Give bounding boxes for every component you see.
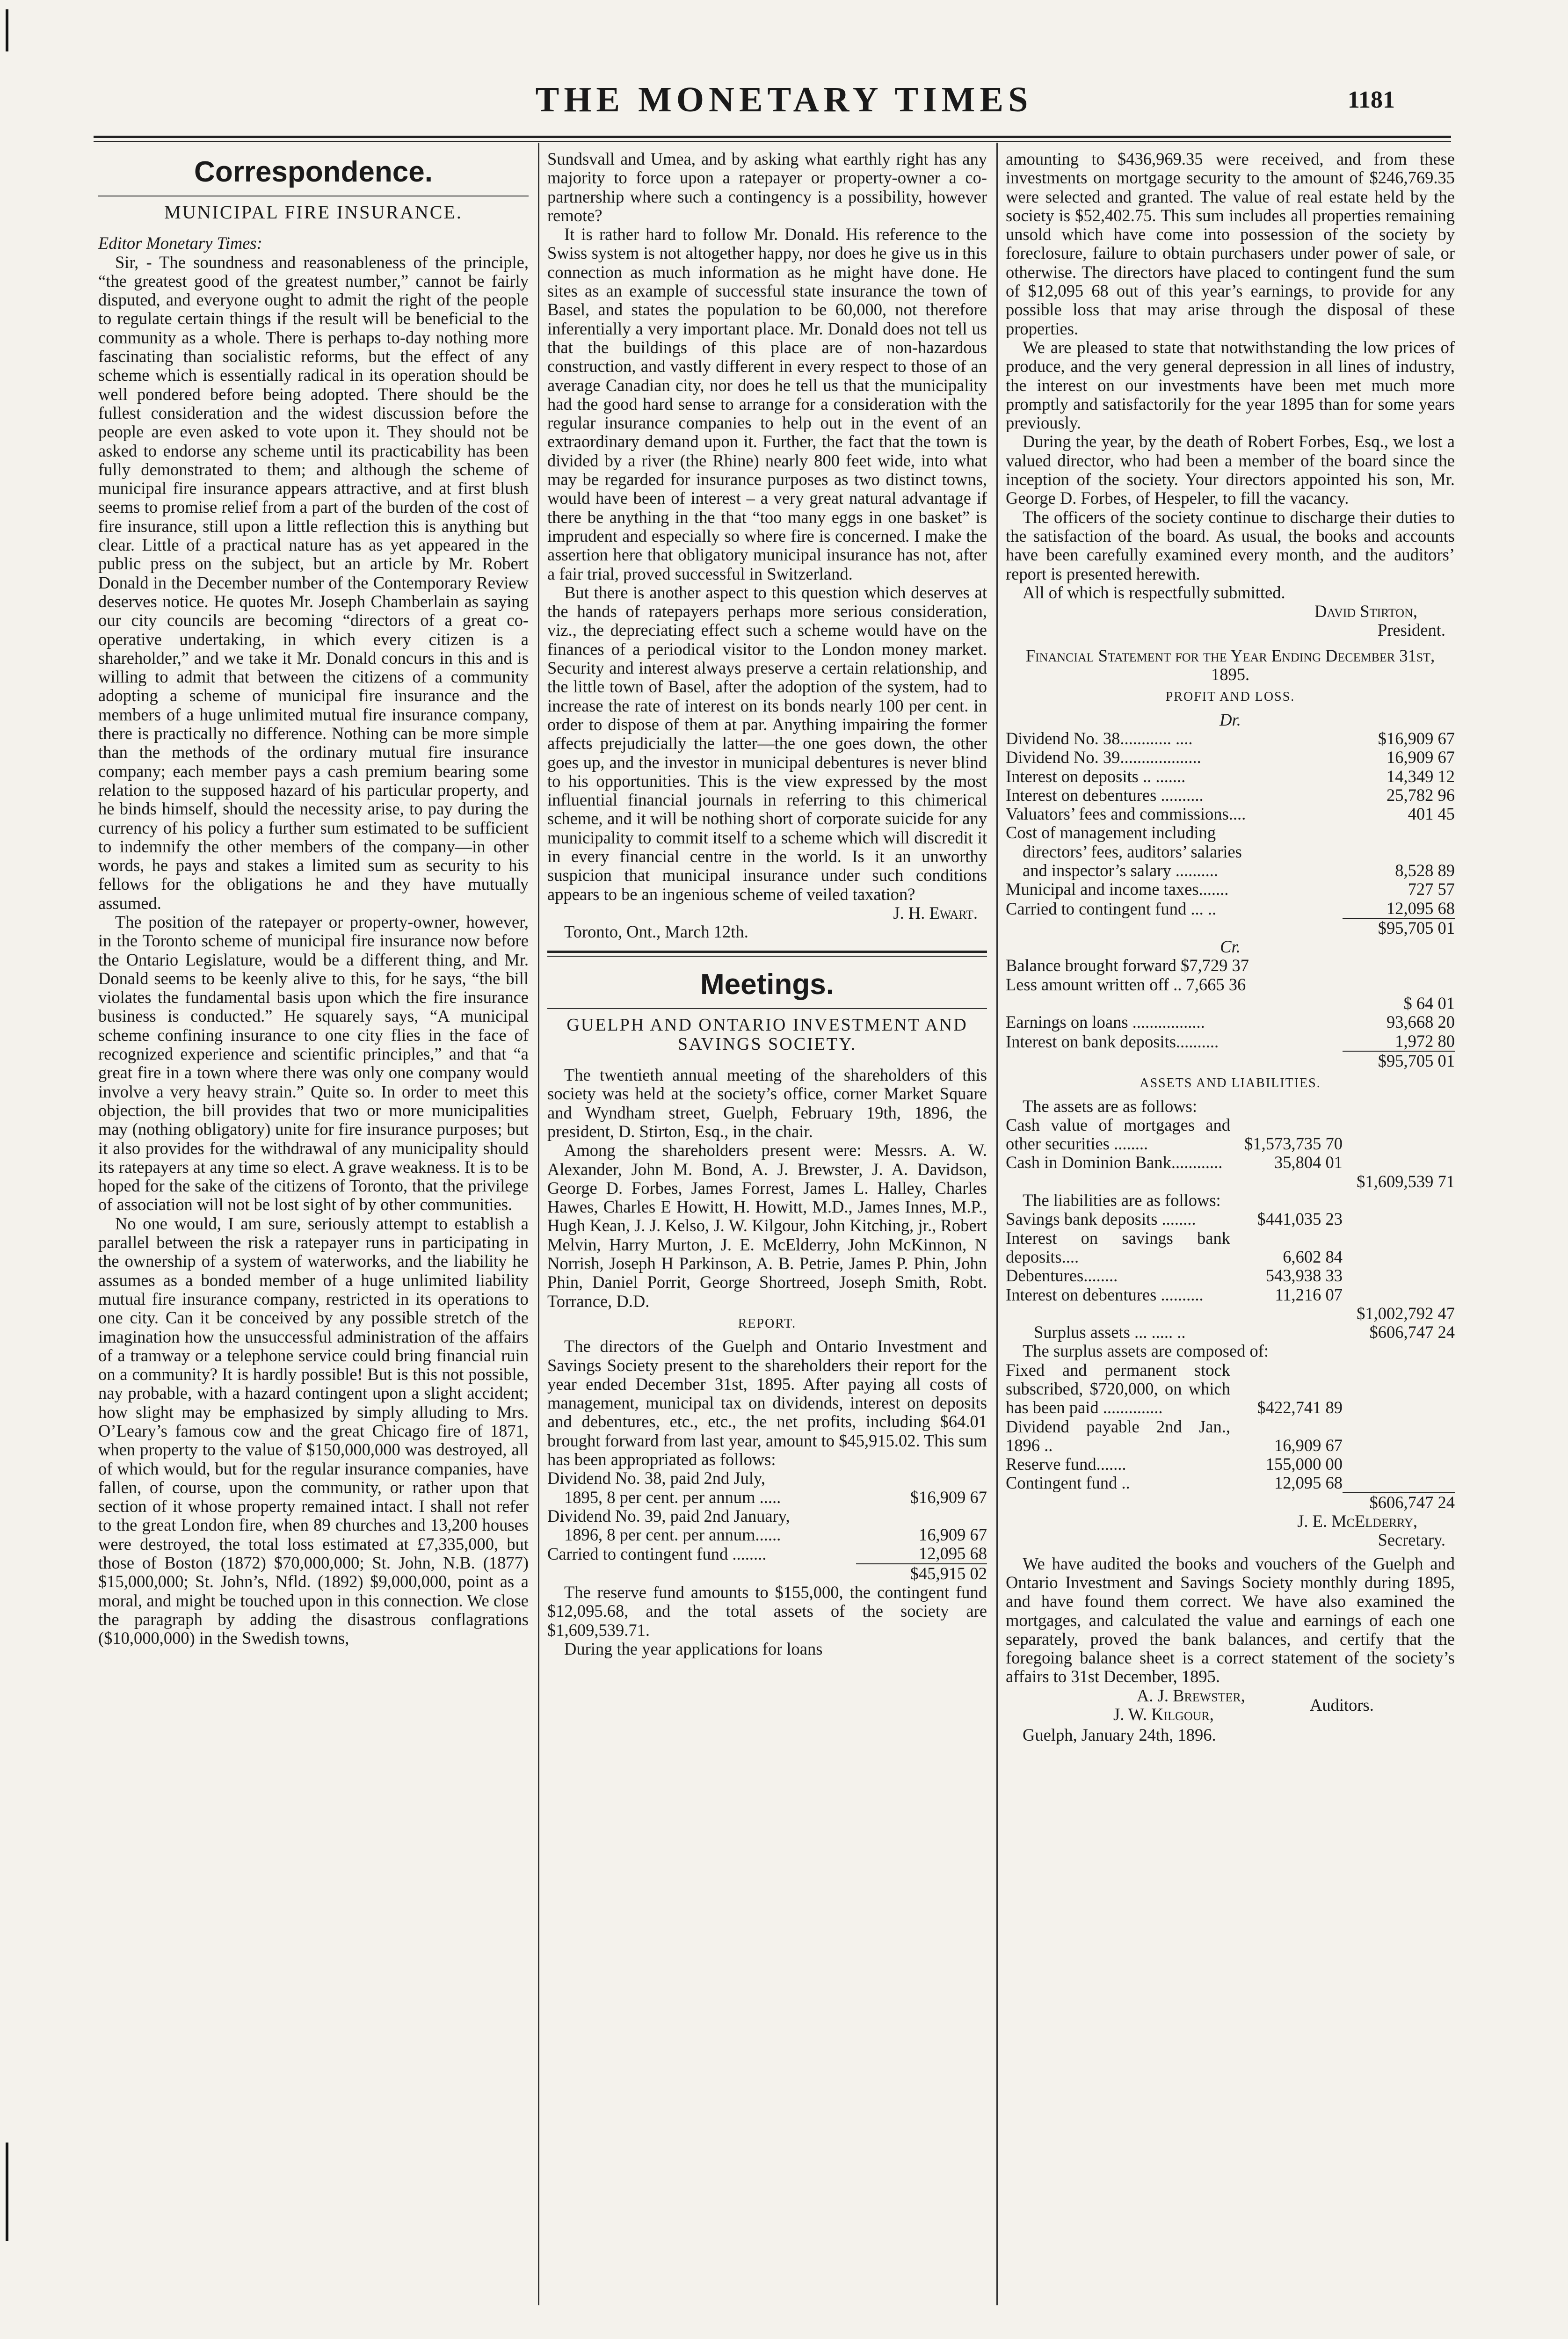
paragraph: All of which is respectfully submitted.	[1023, 582, 1285, 602]
row-total: $606,747 24	[1343, 1493, 1455, 1512]
paragraph: The twentieth annual meeting of the shareholders of this society was held at the society’s office, corner Market Square and Wyndham street, Guelph, February 19th, 1896, the president, D. Stirton, Esq., in the chair.	[547, 1065, 987, 1141]
row-label: Fixed and permanent stock subscribed, $720,000, on which has been paid ..............	[1006, 1360, 1230, 1417]
table-row	[1006, 1229, 1455, 1267]
row-label: Balance brought forward $7,729 37	[1006, 956, 1249, 975]
liabilities-table	[1006, 1210, 1455, 1342]
row-amount	[1343, 823, 1455, 842]
row-label: directors’ fees, auditors’ salaries	[1023, 842, 1242, 861]
row-amount: 12,095 68	[919, 1544, 987, 1563]
secretary-name: J. E. McElderry,	[1297, 1511, 1417, 1531]
table-row	[1006, 1210, 1455, 1228]
table-total-row	[1006, 1172, 1455, 1191]
publication-title: THE MONETARY TIMES	[535, 80, 1033, 119]
auditors-label: Auditors.	[1310, 1695, 1374, 1714]
row-subamount: $1,573,735 70	[1244, 1134, 1343, 1154]
table-row	[1006, 1266, 1455, 1285]
row-label: Cash in Dominion Bank............	[1006, 1153, 1223, 1172]
row-label: Interest on debentures ..........	[1006, 785, 1204, 805]
row-subamount: 35,804 01	[1274, 1153, 1343, 1172]
table-total-row	[1006, 918, 1455, 937]
heading-rule	[547, 1008, 987, 1009]
row-label: Carried to contingent fund ........	[547, 1544, 767, 1564]
row-label: Cost of management including	[1006, 823, 1216, 843]
table-row	[1006, 994, 1455, 1013]
row-total: $95,705 01	[1343, 1051, 1455, 1070]
assets-liabilities-heading: ASSETS AND LIABILITIES.	[1140, 1076, 1321, 1091]
paragraph: Among the shareholders present were: Messrs. A. W. Alexander, John M. Bond, A. J. Brewster, J. A. Davidson, George D. Forbes, James Forrest, James L. Halley, Charles Hawes, Charles E Howitt, H. Howitt, M.D., James Innes, M.P., Hugh Kean, J. J. Kelso, J. W. Kilgour, John Kitching, jr., Robert Melvin, Harry Murton, J. E. McElderry, John McKinnon, N Norrish, Joseph H Parkinson, A. B. Petrie, James P. Phin, John Phin, Daniel Porrit, George Shortreed, Joseph Smith, Robt. Torrance, D.D.	[547, 1140, 987, 1311]
row-amount: 8,528 89	[1395, 860, 1455, 880]
table-total-row	[1006, 1493, 1455, 1512]
letter-dateline: Toronto, Ont., March 12th.	[564, 922, 748, 942]
president-name: David Stirton,	[1314, 602, 1417, 621]
table-row	[1006, 805, 1455, 823]
row-label	[1006, 994, 1343, 1013]
assets-table	[1006, 1116, 1455, 1191]
paragraph: amounting to $436,969.35 were received, and from these investments on mortgage security to the amount of $246,769.35 were selected and granted. The value of real estate held by the society is $52,402.75. This sum includes all properties remaining unsold which have come into possession of the society by foreclosure, failure to obtain purchasers under power of sale, or otherwise. The directors have placed to contingent fund the sum of $12,095 68 out of this year’s earnings, to provide for any possible loss that may arise through the disposal of these properties.	[1006, 150, 1455, 338]
row-subamount: 155,000 00	[1265, 1454, 1343, 1474]
credit-label: Cr.	[1220, 937, 1241, 957]
table-row	[1006, 767, 1455, 786]
paragraph: We have audited the books and vouchers of the Guelph and Ontario Investment and Savings Society monthly during 1895, and have found them correct. We have also examined the mortgages, and calculated the value and earnings of each one separately, proved the bank balances, and certify that the foregoing balance sheet is a correct statement of the society’s affairs to 31st December, 1895.	[1006, 1554, 1455, 1686]
surplus-amount: $606,747 24	[1369, 1322, 1455, 1342]
row-amount: $16,909 67	[1378, 728, 1455, 748]
surplus-table	[1006, 1361, 1455, 1512]
paragraph: The officers of the society continue to discharge their duties to the satisfaction of the board. As usual, the books and accounts have been carefully examined every month, and the auditors’ report is presented herewith.	[1006, 507, 1455, 583]
paragraph: The assets are as follows:	[1023, 1096, 1198, 1116]
row-label: Dividend No. 38, paid 2nd July,	[547, 1468, 766, 1488]
row-label: Interest on debentures ..........	[1006, 1285, 1204, 1304]
row-label: Earnings on loans .................	[1006, 1012, 1205, 1032]
binding-mark	[6, 2143, 8, 2241]
row-label: Interest on deposits .. .......	[1006, 766, 1186, 786]
paragraph: Sundsvall and Umea, and by asking what earthly right has any majority to force upon a ratepayer or property-owner a co-partnership where such a contingency is a possibility, however remote?	[547, 150, 987, 225]
table-row	[1006, 1032, 1455, 1051]
row-label: Contingent fund ..	[1006, 1473, 1130, 1493]
paragraph: The reserve fund amounts to $155,000, the contingent fund $12,095.68, and the total assets of the society are $1,609,539.71.	[547, 1583, 987, 1640]
row-label: Debentures........	[1006, 1266, 1118, 1286]
debit-table	[1006, 729, 1455, 937]
salutation: Editor Monetary Times:	[98, 233, 262, 253]
auditor-name: A. J. Brewster,	[1137, 1685, 1245, 1705]
table-row	[1006, 1013, 1455, 1031]
surplus-label: Surplus assets ... ..... ..	[1034, 1322, 1186, 1342]
report-label: REPORT.	[738, 1316, 797, 1331]
table-row	[1006, 1361, 1455, 1417]
paragraph: The surplus assets are composed of:	[1023, 1341, 1269, 1361]
debit-label: Dr.	[1220, 710, 1241, 729]
row-label: Dividend payable 2nd Jan., 1896 ..	[1006, 1416, 1230, 1455]
row-label: Reserve fund.......	[1006, 1454, 1126, 1474]
table-row	[1006, 1286, 1455, 1304]
row-amount	[856, 1469, 987, 1488]
row-subamount: 11,216 07	[1275, 1285, 1343, 1304]
column-divider	[538, 143, 539, 2305]
row-label: Dividend No. 39, paid 2nd January,	[547, 1506, 790, 1525]
paragraph: During the year applications for loans	[564, 1639, 823, 1658]
row-amount	[1343, 956, 1455, 975]
row-label: 1895, 8 per cent. per annum .....	[564, 1487, 781, 1507]
statement-title: Financial Statement for the Year Ending December 31st, 1895.	[1025, 646, 1435, 684]
row-subamount: 16,909 67	[1274, 1435, 1343, 1455]
table-row	[547, 1525, 987, 1544]
letter-signature: J. H. Ewart.	[893, 903, 978, 923]
table-row	[1006, 1323, 1455, 1342]
table-row	[1006, 899, 1455, 918]
row-total: $95,705 01	[1343, 918, 1455, 937]
row-label: Interest on bank deposits..........	[1006, 1031, 1219, 1051]
row-label: Dividend No. 38............ ....	[1006, 728, 1193, 748]
paragraph: The directors of the Guelph and Ontario Investment and Savings Society present to the shareholders their report for the year ended December 31st, 1895. After paying all costs of management, municipal tax on dividends, interest on deposits and debentures, etc., etc., the net profits, including $64.01 brought forward from last year, amount to $45,915.02. This sum has been appropriated as follows:	[547, 1337, 987, 1469]
row-label: and inspector’s salary ..........	[1023, 860, 1218, 880]
row-amount: 727 57	[1408, 879, 1455, 899]
table-row	[1006, 748, 1455, 767]
row-amount: 93,668 20	[1387, 1012, 1455, 1032]
table-total-row	[547, 1564, 987, 1583]
article-title: MUNICIPAL FIRE INSURANCE.	[164, 202, 463, 223]
president-title: President.	[1378, 620, 1445, 640]
auditors-block	[1006, 1686, 1455, 1726]
row-total: $1,609,539 71	[1357, 1171, 1455, 1191]
secretary-title: Secretary.	[1378, 1530, 1445, 1550]
table-row	[1006, 1474, 1455, 1492]
table-row	[1006, 823, 1455, 842]
table-row	[1006, 843, 1455, 861]
row-amount: 12,095 68	[1387, 898, 1455, 918]
auditor-name: J. W. Kilgour,	[1113, 1704, 1214, 1724]
column-divider	[996, 143, 998, 2305]
table-row	[547, 1488, 987, 1507]
header-rule	[94, 136, 1451, 138]
column-3	[1006, 150, 1455, 2305]
row-amount	[1343, 843, 1455, 861]
table-row	[1006, 1116, 1455, 1154]
paragraph: The position of the ratepayer or property-owner, however, in the Toronto scheme of municipal fire insurance now before the Ontario Legislature, would be a different thing, and Mr. Donald seems to be keenly alive to this, for he says, “the bill violates the fundamental basis upon which the fire insurance business is conducted.” He squarely says, “A municipal scheme confining insurance to one city flies in the face of recognized experience and scientific principles,” and that “a great fire in a town where there was only one company would involve a very heavy strain.” Quite so. In order to meet this objection, the bill provides that two or more municipalities may (nothing obligatory) unite for fire insurance purposes; but it also provides for the withdrawal of any municipality should its ratepayers at any time so elect. A grave weakness. It is to be hoped for the sake of the citizens of Toronto, that the privilege of association will not be lost sight of by other communities.	[98, 912, 529, 1214]
paragraph: Sir, - The soundness and reasonableness of the principle, “the greatest good of the greatest number,” cannot be fairly disputed, and everyone ought to admit the right of the people to regulate certain things if the result will be beneficial to the community as a whole. There is perhaps to-day nothing more fascinating than socialistic reforms, but the effect of any scheme which is essentially radical in its operation should be well pondered before being adopted. There should be the fullest consideration and the widest discussion before the people are even asked to vote upon it. They should not be asked to endorse any scheme until its practicability has been fully demonstrated to them; and although the scheme of municipal fire insurance appears attractive, and at first blush seems to promise relief from a part of the burden of the cost of fire insurance, still upon a little reflection this is anything but clear. Little of a practical nature has as yet appeared in the public press on the subject, but an article by Mr. Robert Donald in the December number of the Contemporary Review deserves notice. He quotes Mr. Joseph Chamberlain as saying our city councils are becoming “directors of a great co-operative undertaking, in which every citizen is a shareholder,” and we take it Mr. Donald concurs in this and is willing to admit that between the citizens of a community adopting a scheme of municipal fire insurance and the members of a huge unlimited mutual fire insurance company, there is practically no difference. Nothing can be more simple than the methods of the ordinary mutual fire insurance company; each member pays a cash premium bearing some relation to the supposed hazard of his particular property, and he binds himself, should the necessity arise, to pay during the currency of his policy a further sum estimated to be sufficient to indemnify the other members of the company—in other words, he pays and stakes a limited sum as security to his fellows for the obligations he and they have mutually assumed.	[98, 252, 529, 913]
section-rule	[547, 951, 987, 957]
section-heading-correspondence: Correspondence.	[194, 156, 433, 188]
row-total: $1,002,792 47	[1357, 1303, 1455, 1323]
table-row	[1006, 1455, 1455, 1474]
paragraph: But there is another aspect to this question which deserves at the hands of ratepayers perhaps more serious consideration, viz., the depreciating effect such a scheme would have on the finances of a periodical visitor to the London money market. Security and interest always preserve a certain relationship, and the little town of Basel, after the adoption of the system, had to increase the rate of interest on its bonds nearly 100 per cent. in order to dispose of them at par. Anything impairing the former affects prejudicially the latter—the one goes down, the other goes up, and the investor in municipal debentures is never blind to his opportunities. This is the view expressed by the most influential financial journals in referring to this chimerical scheme, and it will be nothing short of corporate suicide for any municipality to commit itself to a scheme which will discredit it in every financial centre in the world. Is it an unworthy suspicion that municipal insurance under such conditions appears to be an ingenious scheme of veiled taxation?	[547, 582, 987, 904]
header-rule-thin	[94, 141, 1451, 142]
row-amount	[856, 1507, 987, 1525]
binding-mark	[6, 9, 8, 51]
profit-loss-heading: PROFIT AND LOSS.	[1165, 690, 1295, 705]
row-label: Municipal and income taxes.......	[1006, 879, 1229, 899]
row-amount: $ 64 01	[1403, 994, 1455, 1013]
row-label: Savings bank deposits ........	[1006, 1209, 1196, 1229]
table-row	[1006, 975, 1455, 994]
table-row	[547, 1469, 987, 1488]
society-heading: GUELPH AND ONTARIO INVESTMENT AND SAVINGS SOCIETY.	[566, 1015, 968, 1054]
row-label: Dividend No. 39...................	[1006, 748, 1201, 767]
row-amount: 25,782 96	[1387, 785, 1455, 805]
row-label: Less amount written off .. 7,665 36	[1006, 974, 1246, 994]
table-row	[1006, 786, 1455, 805]
appropriation-table	[547, 1469, 987, 1583]
row-subamount: $441,035 23	[1257, 1209, 1343, 1229]
paragraph: During the year, by the death of Robert Forbes, Esq., we lost a valued director, who had been a member of the board since the inception of the society. Your directors appointed his son, Mr. George D. Forbes, of Hespeler, to fill the vacancy.	[1006, 432, 1455, 508]
row-label: Cash value of mortgages and other securities ........	[1006, 1115, 1230, 1154]
row-label: Carried to contingent fund ... ..	[1006, 899, 1217, 918]
table-row	[1006, 956, 1455, 975]
row-amount: 16,909 67	[919, 1525, 987, 1545]
row-subamount: 6,602 84	[1283, 1247, 1343, 1266]
row-amount: 14,349 12	[1387, 766, 1455, 786]
table-total-row	[1006, 1304, 1455, 1323]
table-row	[1006, 729, 1455, 748]
page-number: 1181	[1347, 87, 1395, 113]
masthead	[117, 80, 1451, 131]
paragraph: The liabilities are as follows:	[1023, 1191, 1221, 1210]
audit-dateline: Guelph, January 24th, 1896.	[1023, 1725, 1216, 1744]
table-row	[1006, 861, 1455, 880]
table-row	[1006, 880, 1455, 899]
row-subamount: $422,741 89	[1257, 1398, 1343, 1417]
paragraph: It is rather hard to follow Mr. Donald. His reference to the Swiss system is not altogether happy, nor does he give us in this connection as much information as he might have done. He sites as an example of successful state insurance the town of Basel, and states the population to be 60,000, not therefore inferentially a very important place. Mr. Donald does not tell us that the buildings of this place are of non-hazardous construction, and vastly different in every respect to those of an average Canadian city, nor does he tell us that the municipality had the good hard sense to arrange for a consideration with the regular insurance companies to help out in the event of an extraordinary demand upon it. Further, the fact that the town is divided by a river (the Rhine) nearly 800 feet wide, into what may be regarded for insurance purposes as two distinct towns, would have been of interest – a very great natural advantage if there be anything in the that “too many eggs in one basket” is imprudent and especially so where fire is concerned. I make the assertion here that obligatory municipal insurance has not, after a fair trial, proved successful in Switzerland.	[547, 225, 987, 583]
paragraph: No one would, I am sure, seriously attempt to establish a parallel between the risk a ratepayer runs in participating in the ownership of a system of waterworks, and the liability he assumes as a bonded member of a huge unlimited liability mutual fire insurance company, restricted in its operations to one city. Can it be conceived by any possible stretch of the imagination how the unsuccessful administration of the affairs of a tramway or a telephone service could bring financial ruin on a community? It is hardly possible! But is this not possible, nay probable, with a hazard contingent upon a slight accident; how slight may be emphasized by simply alluding to Mrs. O’Leary’s famous cow and the great Chicago fire of 1871, when property to the value of $150,000,000 was destroyed, all of which would, but for the regular insurance companies, have fallen, of course, upon the community, or rather upon that section of it whose property remained intact. I shall not refer to the great London fire, when 89 churches and 13,200 houses were destroyed, the total loss estimated at £7,335,000, but those of Boston (1872) $70,000,000; St. John, N.B. (1877) $15,000,000; St. John’s, Nfld. (1892) $9,000,000, point as a moral, and might be touched upon in this connection. We close the paragraph by adding the disastrous conflagrations ($10,000,000) in the Swedish towns,	[98, 1213, 529, 1648]
row-amount	[1343, 975, 1455, 994]
paragraph: We are pleased to state that notwithstanding the low prices of produce, and the very general depression in all lines of industry, the interest on our investments have been met much more promptly and satisfactorily for the year 1895 than for some years previously.	[1006, 337, 1455, 433]
row-amount: 1,972 80	[1395, 1031, 1455, 1051]
row-label: Valuators’ fees and commissions....	[1006, 804, 1246, 824]
row-amount: 401 45	[1408, 804, 1455, 824]
section-heading-meetings: Meetings.	[700, 968, 834, 1001]
row-subamount: 12,095 68	[1274, 1473, 1343, 1493]
column-2	[547, 150, 987, 2305]
row-total: $45,915 02	[856, 1564, 987, 1583]
table-total-row	[1006, 1051, 1455, 1070]
column-1	[98, 150, 529, 2305]
row-label: 1896, 8 per cent. per annum......	[564, 1525, 781, 1545]
table-row	[547, 1544, 987, 1563]
table-row	[1006, 1417, 1455, 1455]
table-row	[1006, 1153, 1455, 1172]
row-label: Interest on savings bank deposits....	[1006, 1228, 1230, 1266]
row-amount: 16,909 67	[1387, 748, 1455, 767]
table-row	[547, 1507, 987, 1525]
row-amount: $16,909 67	[910, 1487, 987, 1507]
row-subamount: 543,938 33	[1265, 1266, 1343, 1286]
credit-table	[1006, 956, 1455, 1070]
